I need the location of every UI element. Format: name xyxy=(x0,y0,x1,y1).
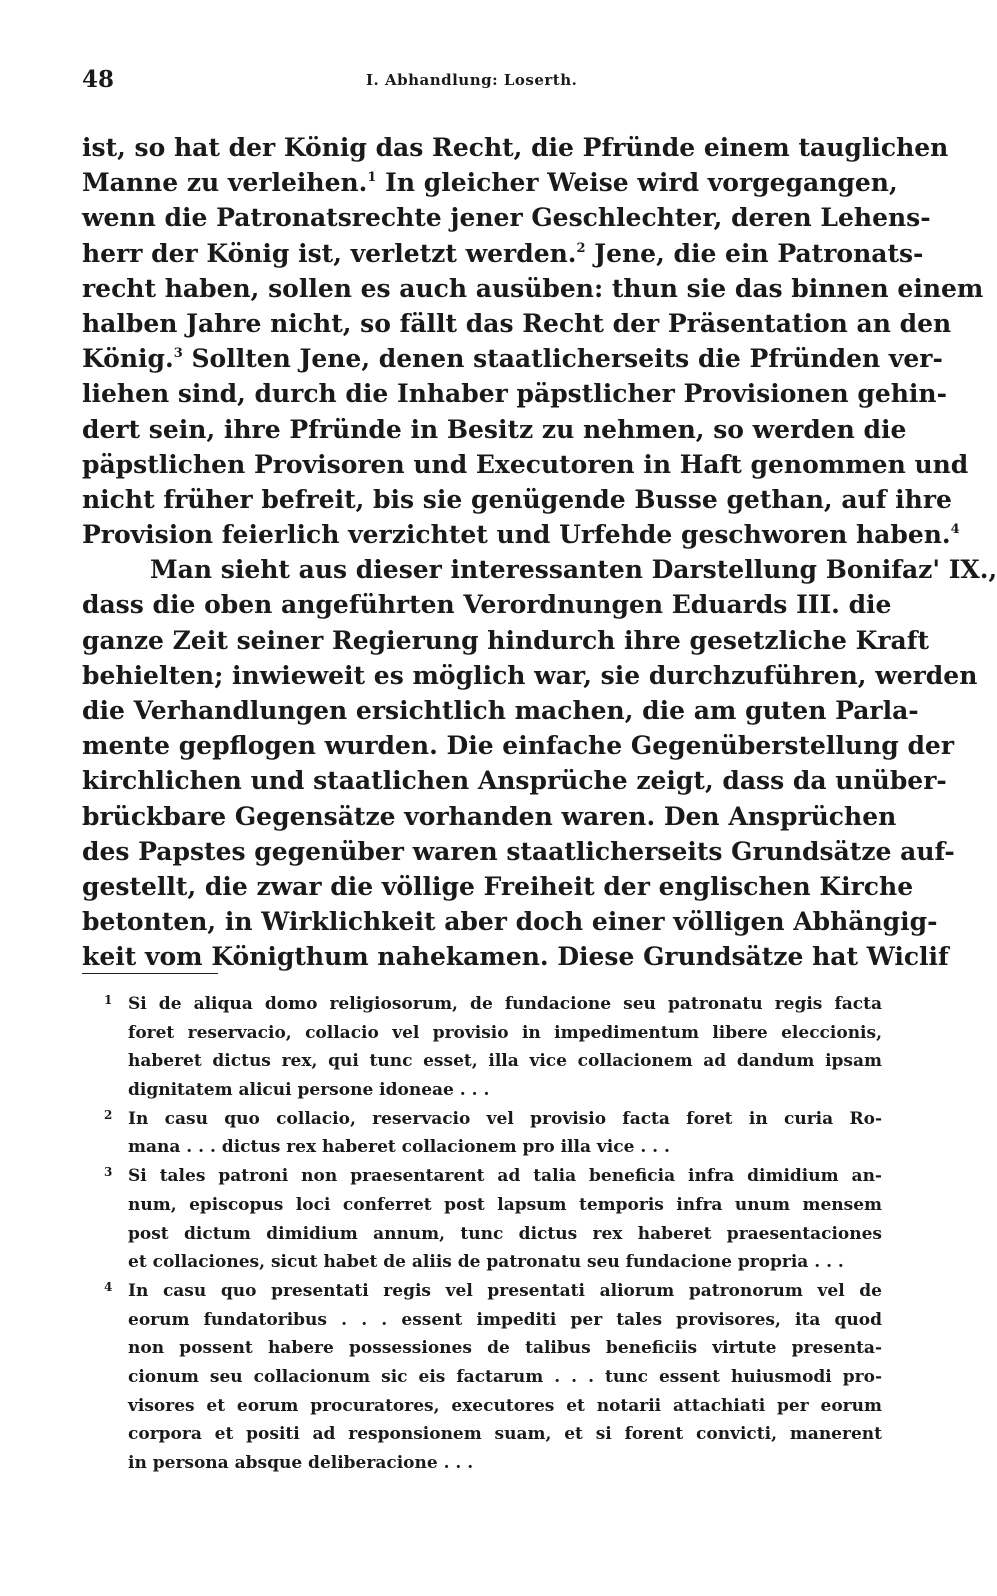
footnote-reference: 2 xyxy=(576,240,586,256)
footnote-line xyxy=(82,1220,882,1249)
footnote-marker: 4 xyxy=(104,1279,113,1294)
text-line xyxy=(82,200,931,235)
footnote-text: In casu quo presentati regis vel presentati aliorum patronorum vel de xyxy=(128,1280,882,1301)
footnote-reference: 1 xyxy=(367,170,377,186)
footnote-line xyxy=(82,990,882,1019)
footnote-marker: 1 xyxy=(104,993,113,1007)
footnote-line xyxy=(82,1363,882,1392)
text-line-content: recht haben, sollen es auch ausüben: thun sie das binnen einem xyxy=(82,273,984,303)
text-line-content: liehen sind, durch die Inhaber päpstlicher Provisionen gehin- xyxy=(82,379,947,409)
text-line-content: Manne zu verleihen. xyxy=(82,168,368,198)
text-line-content: des Papstes gegenüber waren staatlicherseits Grundsätze auf- xyxy=(82,836,955,866)
text-line-content: brückbare Gegensätze vorhanden waren. Den Ansprüchen xyxy=(82,801,897,831)
text-line xyxy=(82,517,960,552)
text-line-content: behielten; inwieweit es möglich war, sie durchzuführen, werden xyxy=(82,660,978,690)
text-line xyxy=(82,939,949,974)
text-line xyxy=(82,763,947,798)
footnote-text: Si tales patroni non praesentarent ad talia beneficia infra dimidium an- xyxy=(128,1166,882,1187)
footnote-line xyxy=(82,1306,882,1335)
text-line xyxy=(82,341,943,376)
footnote-line xyxy=(82,1191,882,1220)
footnote-line xyxy=(82,1019,882,1048)
footnote-line xyxy=(82,1162,882,1191)
text-line-content: keit vom Königthum nahekamen. Diese Grundsätze hat Wiclif xyxy=(82,942,949,972)
text-line-continuation: Jene, die ein Patronats- xyxy=(585,238,924,268)
footnote-line xyxy=(82,1133,882,1162)
text-line-content: dert sein, ihre Pfründe in Besitz zu nehmen, so werden die xyxy=(82,414,907,444)
main-text xyxy=(82,130,997,975)
text-line xyxy=(82,447,969,482)
footnote-text: haberet dictus rex, qui tunc esset, illa vice collacionem ad dandum ipsam xyxy=(128,1051,882,1072)
text-line-content: wenn die Patronatsrechte jener Geschlechter, deren Lehens- xyxy=(82,203,931,233)
text-line-content: herr der König ist, verletzt werden. xyxy=(82,238,577,268)
footnote-text: Si de aliqua domo religiosorum, de fundacione seu patronatu regis facta xyxy=(128,994,882,1014)
text-line xyxy=(82,728,955,763)
text-line-content: gestellt, die zwar die völlige Freiheit der englischen Kirche xyxy=(82,871,914,901)
footnote-text: corpora et positi ad responsionem suam, et si forent convicti, manerent xyxy=(128,1424,882,1445)
footnote-divider xyxy=(82,973,218,974)
text-line xyxy=(82,834,955,869)
footnote-text: et collaciones, sicut habet de aliis de patronatu seu fundacione propria . . . xyxy=(128,1252,844,1273)
text-line-continuation: In gleicher Weise wird vorgegangen, xyxy=(376,168,898,198)
text-line xyxy=(82,165,898,200)
text-line-content: päpstlichen Provisoren und Executoren in Haft genommen und xyxy=(82,449,969,479)
text-line-content: ist, so hat der König das Recht, die Pfründe einem tauglichen xyxy=(82,133,949,162)
footnote-reference: 3 xyxy=(173,346,183,362)
text-line-content: dass die oben angeführten Verordnungen Eduards III. die xyxy=(82,590,892,620)
page-number: 48 xyxy=(82,66,115,93)
running-head-title: I. Abhandlung: Loserth. xyxy=(366,71,578,89)
running-head xyxy=(82,66,882,96)
text-line xyxy=(82,693,919,728)
footnote-text: visores et eorum procuratores, executores et notarii attachiati per eorum xyxy=(128,1395,882,1416)
text-line xyxy=(82,658,978,693)
text-line xyxy=(82,799,897,834)
text-line xyxy=(82,623,930,658)
footnote-line xyxy=(82,1334,882,1363)
text-line-content: die Verhandlungen ersichtlich machen, die am guten Parla- xyxy=(82,696,919,725)
footnote-text: post dictum dimidium annum, tunc dictus rex haberet praesentaciones xyxy=(128,1223,882,1244)
footnotes xyxy=(82,990,882,1478)
text-line xyxy=(82,412,907,447)
text-line-content: König. xyxy=(82,344,174,374)
text-line xyxy=(82,552,997,587)
text-line-content: nicht früher befreit, bis sie genügende Busse gethan, auf ihre xyxy=(82,484,952,514)
footnote-reference: 4 xyxy=(950,522,960,538)
footnote-line xyxy=(82,1277,882,1306)
footnote-text: num, episcopus loci conferret post lapsum temporis infra unum mensem xyxy=(128,1194,882,1215)
footnote-line xyxy=(82,1449,882,1478)
text-line xyxy=(82,271,984,306)
footnote-line xyxy=(82,1076,882,1105)
footnote-text: cionum seu collacionum sic eis factarum . . . tunc essent huiusmodi pro- xyxy=(128,1366,882,1387)
footnote-line xyxy=(82,1105,882,1134)
text-line xyxy=(82,587,892,622)
text-line xyxy=(82,482,952,517)
text-line-content: ganze Zeit seiner Regierung hindurch ihre gesetzliche Kraft xyxy=(82,625,930,655)
text-line xyxy=(82,130,949,165)
text-line-content: mente gepflogen wurden. Die einfache Gegenüberstellung der xyxy=(82,731,955,761)
text-line-content: halben Jahre nicht, so fällt das Recht der Präsentation an den xyxy=(82,308,952,338)
footnote-line xyxy=(82,1248,882,1277)
footnote-line xyxy=(82,1392,882,1421)
text-line xyxy=(82,869,914,904)
footnote-line xyxy=(82,1420,882,1449)
text-line xyxy=(82,306,952,341)
text-line-continuation: Sollten Jene, denen staatlicherseits die Pfründen ver- xyxy=(182,344,943,374)
text-line xyxy=(82,376,947,411)
footnote-text: mana . . . dictus rex haberet collacionem pro illa vice . . . xyxy=(128,1137,670,1158)
text-line-content: Man sieht aus dieser interessanten Darstellung Bonifaz' IX., xyxy=(150,555,997,585)
footnote-text: eorum fundatoribus . . . essent impediti per tales provisores, ita quod xyxy=(128,1309,882,1330)
footnote-text: dignitatem alicui persone idoneae . . . xyxy=(128,1080,490,1101)
text-line xyxy=(82,236,924,271)
footnote-line xyxy=(82,1047,882,1076)
text-line xyxy=(82,904,938,939)
footnote-marker: 3 xyxy=(104,1165,113,1180)
footnote-text: in persona absque deliberacione . . . xyxy=(128,1453,474,1473)
footnote-text: foret reservacio, collacio vel provisio in impedimentum libere eleccionis, xyxy=(128,1022,882,1043)
footnote-text: non possent habere possessiones de talibus beneficiis virtute presenta- xyxy=(128,1338,882,1359)
text-line-content: kirchlichen und staatlichen Ansprüche zeigt, dass da unüber- xyxy=(82,766,947,796)
footnote-marker: 2 xyxy=(104,1107,113,1122)
text-line-content: Provision feierlich verzichtet und Urfehde geschworen haben. xyxy=(82,520,951,550)
footnote-text: In casu quo collacio, reservacio vel provisio facta foret in curia Ro- xyxy=(128,1108,882,1129)
text-line-content: betonten, in Wirklichkeit aber doch einer völligen Abhängig- xyxy=(82,907,938,937)
